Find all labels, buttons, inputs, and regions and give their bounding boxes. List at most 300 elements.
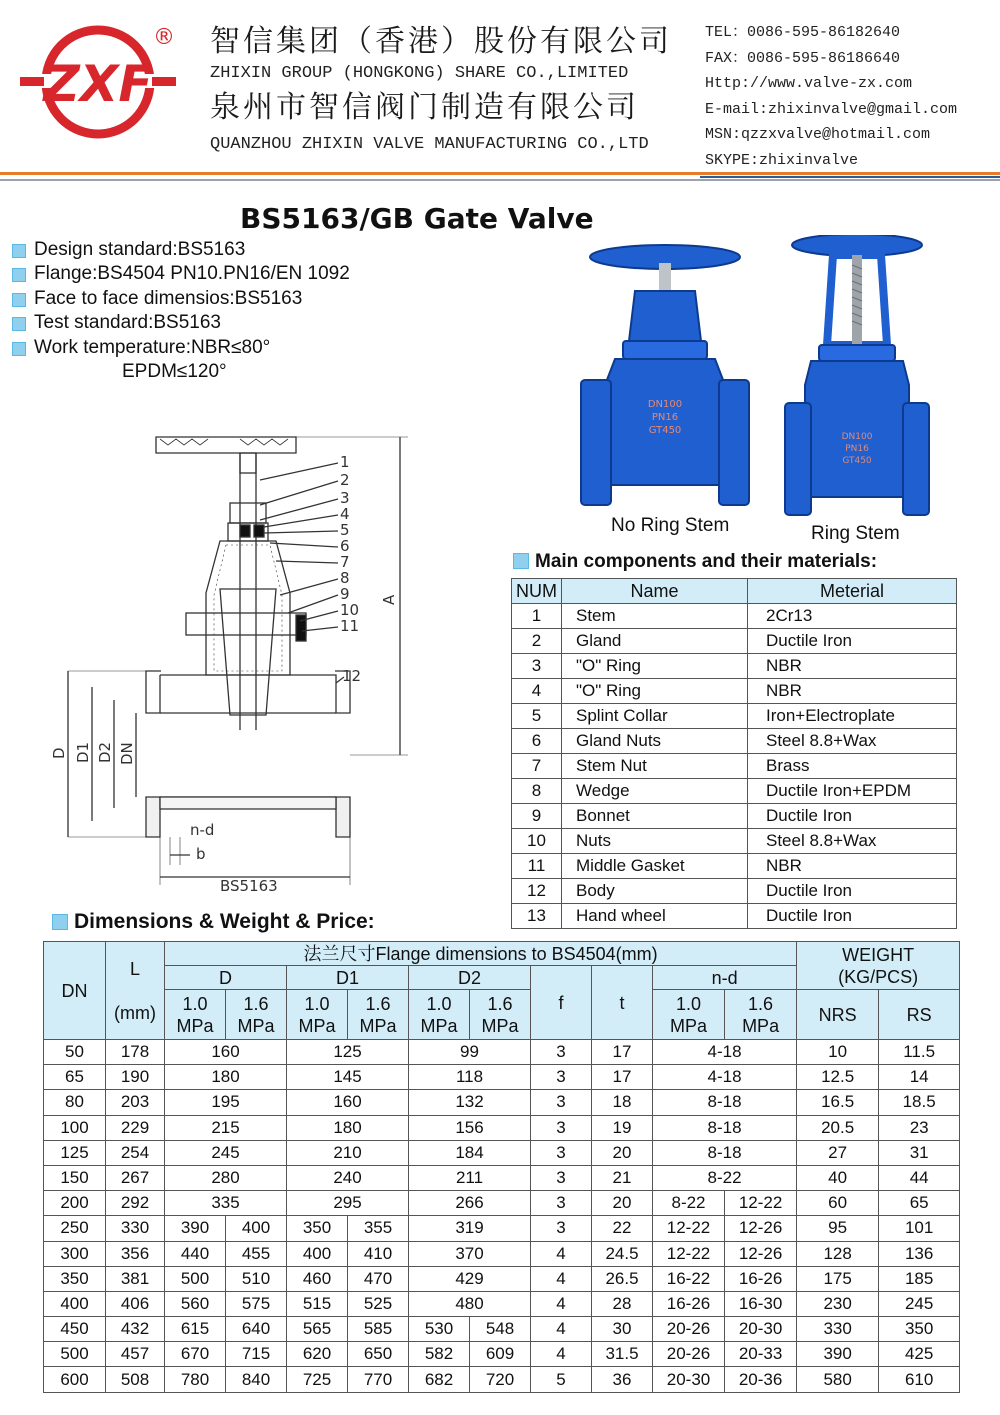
cell-nd-pn16: 20-30 bbox=[725, 1317, 797, 1342]
component-name: Gland Nuts bbox=[562, 729, 748, 754]
dim-label-b: b bbox=[196, 845, 206, 863]
header-divider-blue bbox=[700, 176, 1000, 178]
cell-f: 3 bbox=[531, 1115, 592, 1140]
nrs-casting-mark-1: DN100 bbox=[647, 399, 683, 410]
cell-f: 3 bbox=[531, 1065, 592, 1090]
cell-f: 3 bbox=[531, 1040, 592, 1065]
cell-d1-pn10: 460 bbox=[287, 1266, 348, 1291]
cell-weight-rs: 185 bbox=[879, 1266, 960, 1291]
spec-list bbox=[12, 238, 532, 384]
cell-dn: 65 bbox=[44, 1065, 106, 1090]
cell-d1-pn10: 565 bbox=[287, 1317, 348, 1342]
component-row bbox=[512, 654, 957, 679]
part-number-2: 2 bbox=[340, 471, 350, 489]
cell-l: 432 bbox=[106, 1317, 165, 1342]
cell-d-pn10: 615 bbox=[165, 1317, 226, 1342]
component-name: Hand wheel bbox=[562, 904, 748, 929]
company-name-cn: 泉州市智信阀门制造有限公司 bbox=[210, 90, 639, 125]
cell-nd-pn10: 16-26 bbox=[653, 1291, 725, 1316]
part-number-5: 5 bbox=[340, 521, 350, 539]
cell-d2-pn10: 211 bbox=[409, 1165, 531, 1190]
cell-d1-pn16: 770 bbox=[348, 1367, 409, 1392]
cell-d1-pn10: 515 bbox=[287, 1291, 348, 1316]
cell-weight-rs: 23 bbox=[879, 1115, 960, 1140]
cell-l: 406 bbox=[106, 1291, 165, 1316]
cell-d1-pn16: 355 bbox=[348, 1216, 409, 1241]
cell-weight-nrs: 27 bbox=[797, 1140, 879, 1165]
cell-weight-nrs: 20.5 bbox=[797, 1115, 879, 1140]
cell-f: 4 bbox=[531, 1317, 592, 1342]
cell-d-pn10: 560 bbox=[165, 1291, 226, 1316]
col-header-pressure: 1.6 MPa bbox=[348, 990, 409, 1040]
col-header-d: D bbox=[165, 966, 287, 990]
cell-dn: 100 bbox=[44, 1115, 106, 1140]
cell-d2-pn16: 720 bbox=[470, 1367, 531, 1392]
component-row bbox=[512, 604, 957, 629]
component-material: Ductile Iron bbox=[748, 904, 957, 929]
cell-nd-pn10: 8-22 bbox=[653, 1191, 725, 1216]
cell-nd-pn10: 8-18 bbox=[653, 1140, 797, 1165]
cell-weight-nrs: 40 bbox=[797, 1165, 879, 1190]
col-header-nrs: NRS bbox=[797, 990, 879, 1040]
cell-l: 203 bbox=[106, 1090, 165, 1115]
cell-d1-pn10: 295 bbox=[287, 1191, 409, 1216]
cell-d2-pn10: 682 bbox=[409, 1367, 470, 1392]
cell-weight-rs: 31 bbox=[879, 1140, 960, 1165]
cell-nd-pn10: 8-22 bbox=[653, 1165, 797, 1190]
bullet-icon bbox=[12, 244, 26, 258]
cell-d-pn10: 215 bbox=[165, 1115, 287, 1140]
dimension-row bbox=[44, 1040, 960, 1065]
cell-t: 30 bbox=[592, 1317, 653, 1342]
cell-d1-pn10: 145 bbox=[287, 1065, 409, 1090]
cell-d1-pn10: 350 bbox=[287, 1216, 348, 1241]
col-header-nd: n-d bbox=[653, 966, 797, 990]
component-row bbox=[512, 729, 957, 754]
cell-weight-rs: 136 bbox=[879, 1241, 960, 1266]
component-material: 2Cr13 bbox=[748, 604, 957, 629]
company-logo bbox=[18, 22, 178, 142]
cell-dn: 600 bbox=[44, 1367, 106, 1392]
component-row bbox=[512, 804, 957, 829]
component-name: Middle Gasket bbox=[562, 854, 748, 879]
header-divider-gray bbox=[0, 179, 1000, 181]
component-num: 3 bbox=[512, 654, 562, 679]
part-number-6: 6 bbox=[340, 537, 350, 555]
component-num: 2 bbox=[512, 629, 562, 654]
cell-weight-rs: 245 bbox=[879, 1291, 960, 1316]
cell-l: 508 bbox=[106, 1367, 165, 1392]
cell-weight-nrs: 95 bbox=[797, 1216, 879, 1241]
cell-f: 4 bbox=[531, 1241, 592, 1266]
company-name-en: QUANZHOU ZHIXIN VALVE MANUFACTURING CO.,LTD bbox=[210, 135, 649, 154]
bullet-icon bbox=[12, 268, 26, 282]
cell-l: 292 bbox=[106, 1191, 165, 1216]
cell-f: 3 bbox=[531, 1140, 592, 1165]
cell-d-pn16: 715 bbox=[226, 1342, 287, 1367]
cell-weight-rs: 18.5 bbox=[879, 1090, 960, 1115]
cell-d2-pn16: 609 bbox=[470, 1342, 531, 1367]
cell-t: 20 bbox=[592, 1191, 653, 1216]
cell-weight-rs: 610 bbox=[879, 1367, 960, 1392]
cell-d-pn10: 160 bbox=[165, 1040, 287, 1065]
col-header-pressure: 1.0 MPa bbox=[287, 990, 348, 1040]
cell-nd-pn10: 4-18 bbox=[653, 1065, 797, 1090]
component-row bbox=[512, 704, 957, 729]
col-header-l: L (mm) bbox=[106, 942, 165, 1040]
cell-t: 28 bbox=[592, 1291, 653, 1316]
components-heading: Main components and their materials: bbox=[513, 551, 877, 573]
col-header-t: t bbox=[592, 966, 653, 1040]
dimension-row bbox=[44, 1266, 960, 1291]
spec-item: Design standard:BS5163 bbox=[12, 238, 532, 262]
dimension-row bbox=[44, 1115, 960, 1140]
cell-d-pn16: 400 bbox=[226, 1216, 287, 1241]
cell-dn: 80 bbox=[44, 1090, 106, 1115]
component-num: 10 bbox=[512, 829, 562, 854]
cell-weight-nrs: 580 bbox=[797, 1367, 879, 1392]
col-header-pressure: 1.0 MPa bbox=[165, 990, 226, 1040]
cell-l: 178 bbox=[106, 1040, 165, 1065]
cell-f: 3 bbox=[531, 1191, 592, 1216]
dim-label-d: D bbox=[50, 747, 68, 759]
component-row bbox=[512, 829, 957, 854]
cell-d2-pn10: 582 bbox=[409, 1342, 470, 1367]
cell-d2-pn10: 184 bbox=[409, 1140, 531, 1165]
rs-casting-mark-1: DN100 bbox=[841, 432, 873, 442]
cell-dn: 500 bbox=[44, 1342, 106, 1367]
component-num: 4 bbox=[512, 679, 562, 704]
cell-t: 17 bbox=[592, 1065, 653, 1090]
cell-f: 3 bbox=[531, 1216, 592, 1241]
dim-label-d2: D2 bbox=[96, 741, 114, 763]
cell-dn: 400 bbox=[44, 1291, 106, 1316]
rs-valve-image bbox=[785, 235, 929, 515]
component-name: Wedge bbox=[562, 779, 748, 804]
component-name: Nuts bbox=[562, 829, 748, 854]
dimension-row bbox=[44, 1140, 960, 1165]
cell-nd-pn16: 12-22 bbox=[725, 1191, 797, 1216]
cell-weight-rs: 101 bbox=[879, 1216, 960, 1241]
component-material: Ductile Iron bbox=[748, 629, 957, 654]
cell-t: 22 bbox=[592, 1216, 653, 1241]
cell-weight-rs: 425 bbox=[879, 1342, 960, 1367]
col-header-pressure: 1.0 MPa bbox=[653, 990, 725, 1040]
component-name: "O" Ring bbox=[562, 654, 748, 679]
component-num: 11 bbox=[512, 854, 562, 879]
component-material: Brass bbox=[748, 754, 957, 779]
component-name: Stem Nut bbox=[562, 754, 748, 779]
part-number-10: 10 bbox=[340, 601, 360, 619]
component-row bbox=[512, 679, 957, 704]
drawing-standard-label: BS5163 bbox=[220, 877, 278, 895]
cell-dn: 300 bbox=[44, 1241, 106, 1266]
component-num: 9 bbox=[512, 804, 562, 829]
component-name: "O" Ring bbox=[562, 679, 748, 704]
cell-d1-pn10: 240 bbox=[287, 1165, 409, 1190]
bullet-icon bbox=[12, 293, 26, 307]
bullet-icon bbox=[12, 317, 26, 331]
part-number-4: 4 bbox=[340, 505, 350, 523]
cell-d2-pn10: 319 bbox=[409, 1216, 531, 1241]
dim-label-nd: n-d bbox=[190, 821, 215, 839]
component-name: Stem bbox=[562, 604, 748, 629]
cell-nd-pn10: 20-30 bbox=[653, 1367, 725, 1392]
cell-d1-pn10: 125 bbox=[287, 1040, 409, 1065]
col-header-pressure: 1.0 MPa bbox=[409, 990, 470, 1040]
cell-l: 190 bbox=[106, 1065, 165, 1090]
cell-l: 457 bbox=[106, 1342, 165, 1367]
cell-weight-nrs: 16.5 bbox=[797, 1090, 879, 1115]
cell-d-pn10: 195 bbox=[165, 1090, 287, 1115]
logo-text: ZXF bbox=[43, 55, 153, 113]
col-header-name: Name bbox=[562, 579, 748, 604]
components-table bbox=[511, 578, 957, 929]
contact-skype: SKYPE:zhixinvalve bbox=[705, 151, 859, 169]
cell-nd-pn10: 16-22 bbox=[653, 1266, 725, 1291]
valve-cross-section-diagram bbox=[50, 425, 430, 900]
valve-illustrations bbox=[575, 235, 935, 550]
component-name: Splint Collar bbox=[562, 704, 748, 729]
cell-l: 356 bbox=[106, 1241, 165, 1266]
cell-d2-pn10: 370 bbox=[409, 1241, 531, 1266]
cell-nd-pn10: 4-18 bbox=[653, 1040, 797, 1065]
cell-d-pn10: 280 bbox=[165, 1165, 287, 1190]
cell-d-pn16: 455 bbox=[226, 1241, 287, 1266]
contact-fax: FAX：0086-595-86186640 bbox=[705, 49, 901, 67]
cell-weight-rs: 65 bbox=[879, 1191, 960, 1216]
component-material: Ductile Iron bbox=[748, 804, 957, 829]
cell-weight-nrs: 12.5 bbox=[797, 1065, 879, 1090]
cell-f: 3 bbox=[531, 1165, 592, 1190]
component-num: 7 bbox=[512, 754, 562, 779]
contact-email[interactable]: E-mail:zhixinvalve@gmail.com bbox=[705, 100, 958, 118]
cell-d1-pn10: 180 bbox=[287, 1115, 409, 1140]
cell-dn: 50 bbox=[44, 1040, 106, 1065]
dim-header-row-1 bbox=[44, 942, 960, 966]
component-row bbox=[512, 854, 957, 879]
part-number-11: 11 bbox=[340, 617, 360, 635]
cell-d-pn10: 780 bbox=[165, 1367, 226, 1392]
part-number-1: 1 bbox=[340, 453, 350, 471]
dimension-row bbox=[44, 1065, 960, 1090]
cell-weight-rs: 44 bbox=[879, 1165, 960, 1190]
contact-website[interactable]: Http://www.valve-zx.com bbox=[705, 75, 913, 93]
cell-l: 229 bbox=[106, 1115, 165, 1140]
cell-nd-pn16: 16-30 bbox=[725, 1291, 797, 1316]
cell-weight-rs: 350 bbox=[879, 1317, 960, 1342]
cell-nd-pn10: 8-18 bbox=[653, 1115, 797, 1140]
col-header-d1: D1 bbox=[287, 966, 409, 990]
cell-nd-pn10: 12-22 bbox=[653, 1216, 725, 1241]
cell-t: 31.5 bbox=[592, 1342, 653, 1367]
valve-photos bbox=[575, 235, 935, 550]
contact-msn: MSN:qzzxvalve@hotmail.com bbox=[705, 126, 931, 144]
contact-info bbox=[705, 20, 1000, 174]
cell-dn: 250 bbox=[44, 1216, 106, 1241]
cell-d2-pn10: 132 bbox=[409, 1090, 531, 1115]
nrs-caption: No Ring Stem bbox=[611, 515, 730, 536]
cell-weight-nrs: 175 bbox=[797, 1266, 879, 1291]
cell-nd-pn16: 12-26 bbox=[725, 1241, 797, 1266]
col-header-pressure: 1.6 MPa bbox=[470, 990, 531, 1040]
cell-d2-pn10: 429 bbox=[409, 1266, 531, 1291]
cell-f: 5 bbox=[531, 1367, 592, 1392]
component-material: Steel 8.8+Wax bbox=[748, 829, 957, 854]
cell-d-pn10: 500 bbox=[165, 1266, 226, 1291]
section-bullet-icon bbox=[52, 914, 68, 930]
cell-d1-pn16: 470 bbox=[348, 1266, 409, 1291]
component-num: 1 bbox=[512, 604, 562, 629]
col-header-material: Meterial bbox=[748, 579, 957, 604]
cell-l: 267 bbox=[106, 1165, 165, 1190]
component-row bbox=[512, 779, 957, 804]
cell-nd-pn16: 20-36 bbox=[725, 1367, 797, 1392]
col-header-pressure: 1.6 MPa bbox=[226, 990, 287, 1040]
cell-t: 36 bbox=[592, 1367, 653, 1392]
cell-t: 17 bbox=[592, 1040, 653, 1065]
col-header-dn: DN bbox=[44, 942, 106, 1040]
cell-weight-rs: 11.5 bbox=[879, 1040, 960, 1065]
page-header bbox=[0, 0, 1000, 190]
part-number-7: 7 bbox=[340, 553, 350, 571]
cell-weight-nrs: 128 bbox=[797, 1241, 879, 1266]
dim-label-dn: DN bbox=[118, 742, 136, 765]
component-num: 12 bbox=[512, 879, 562, 904]
cell-weight-nrs: 390 bbox=[797, 1342, 879, 1367]
cell-f: 4 bbox=[531, 1266, 592, 1291]
component-row bbox=[512, 629, 957, 654]
header-divider-orange bbox=[0, 172, 1000, 175]
company-names bbox=[210, 22, 680, 158]
cell-nd-pn10: 12-22 bbox=[653, 1241, 725, 1266]
cell-weight-nrs: 10 bbox=[797, 1040, 879, 1065]
component-row bbox=[512, 754, 957, 779]
component-material: NBR bbox=[748, 854, 957, 879]
cell-l: 254 bbox=[106, 1140, 165, 1165]
cell-d2-pn16: 548 bbox=[470, 1317, 531, 1342]
cell-f: 4 bbox=[531, 1291, 592, 1316]
col-header-num: NUM bbox=[512, 579, 562, 604]
cell-d-pn10: 670 bbox=[165, 1342, 226, 1367]
components-header-row bbox=[512, 579, 957, 604]
col-header-pressure: 1.6 MPa bbox=[725, 990, 797, 1040]
cell-d1-pn10: 210 bbox=[287, 1140, 409, 1165]
cell-d2-pn10: 99 bbox=[409, 1040, 531, 1065]
component-material: NBR bbox=[748, 654, 957, 679]
rs-caption: Ring Stem bbox=[811, 523, 900, 544]
cell-d1-pn16: 525 bbox=[348, 1291, 409, 1316]
group-name-cn: 智信集团（香港）股份有限公司 bbox=[210, 24, 672, 59]
dimension-row bbox=[44, 1191, 960, 1216]
group-name-en: ZHIXIN GROUP (HONGKONG) SHARE CO.,LIMITED bbox=[210, 64, 629, 83]
cell-d1-pn16: 585 bbox=[348, 1317, 409, 1342]
cell-d-pn10: 335 bbox=[165, 1191, 287, 1216]
col-header-weight: WEIGHT (KG/PCS) bbox=[797, 942, 960, 990]
cell-t: 20 bbox=[592, 1140, 653, 1165]
nrs-casting-mark-2: PN16 bbox=[651, 412, 679, 423]
cell-nd-pn16: 20-33 bbox=[725, 1342, 797, 1367]
cell-nd-pn10: 20-26 bbox=[653, 1342, 725, 1367]
cell-l: 330 bbox=[106, 1216, 165, 1241]
cell-d-pn16: 840 bbox=[226, 1367, 287, 1392]
cell-weight-rs: 14 bbox=[879, 1065, 960, 1090]
part-number-8: 8 bbox=[340, 569, 350, 587]
cell-d2-pn10: 156 bbox=[409, 1115, 531, 1140]
component-num: 8 bbox=[512, 779, 562, 804]
dimensions-table bbox=[43, 941, 960, 1393]
cell-d2-pn10: 530 bbox=[409, 1317, 470, 1342]
rs-casting-mark-2: PN16 bbox=[845, 444, 869, 454]
dimension-row bbox=[44, 1367, 960, 1392]
spec-item: Face to face dimensios:BS5163 bbox=[12, 287, 532, 311]
cell-d1-pn10: 400 bbox=[287, 1241, 348, 1266]
dimension-row bbox=[44, 1241, 960, 1266]
cell-d-pn10: 440 bbox=[165, 1241, 226, 1266]
part-number-3: 3 bbox=[340, 489, 350, 507]
col-header-f: f bbox=[531, 966, 592, 1040]
section-bullet-icon bbox=[513, 553, 529, 569]
component-num: 13 bbox=[512, 904, 562, 929]
cell-d-pn10: 390 bbox=[165, 1216, 226, 1241]
col-header-flange: 法兰尺寸Flange dimensions to BS4504(mm) bbox=[165, 942, 797, 966]
dim-header-row-3 bbox=[44, 990, 960, 1040]
cell-f: 4 bbox=[531, 1342, 592, 1367]
page-title: BS5163/GB Gate Valve bbox=[240, 202, 594, 235]
cell-t: 18 bbox=[592, 1090, 653, 1115]
cell-d-pn16: 640 bbox=[226, 1317, 287, 1342]
component-row bbox=[512, 879, 957, 904]
nrs-valve-image bbox=[581, 245, 749, 505]
cell-d1-pn16: 650 bbox=[348, 1342, 409, 1367]
cell-d-pn10: 180 bbox=[165, 1065, 287, 1090]
component-material: NBR bbox=[748, 679, 957, 704]
spec-item: Test standard:BS5163 bbox=[12, 311, 532, 335]
cell-nd-pn10: 20-26 bbox=[653, 1317, 725, 1342]
component-material: Iron+Electroplate bbox=[748, 704, 957, 729]
cell-d2-pn10: 266 bbox=[409, 1191, 531, 1216]
cell-t: 26.5 bbox=[592, 1266, 653, 1291]
dim-label-d1: D1 bbox=[74, 741, 92, 763]
cell-nd-pn16: 16-26 bbox=[725, 1266, 797, 1291]
registered-mark: ® bbox=[153, 25, 175, 50]
dim-label-a: A bbox=[380, 594, 398, 605]
component-name: Bonnet bbox=[562, 804, 748, 829]
spec-item: Work temperature:NBR≤80° bbox=[12, 336, 532, 360]
cell-t: 24.5 bbox=[592, 1241, 653, 1266]
bullet-icon bbox=[12, 342, 26, 356]
cell-d-pn10: 245 bbox=[165, 1140, 287, 1165]
cell-t: 19 bbox=[592, 1115, 653, 1140]
component-num: 6 bbox=[512, 729, 562, 754]
dimension-row bbox=[44, 1317, 960, 1342]
cell-d2-pn10: 480 bbox=[409, 1291, 531, 1316]
spec-item: Flange:BS4504 PN10.PN16/EN 1092 bbox=[12, 262, 532, 286]
rs-casting-mark-3: GT450 bbox=[842, 456, 872, 466]
cell-nd-pn16: 12-26 bbox=[725, 1216, 797, 1241]
cell-nd-pn10: 8-18 bbox=[653, 1090, 797, 1115]
dimension-row bbox=[44, 1216, 960, 1241]
cell-weight-nrs: 60 bbox=[797, 1191, 879, 1216]
dimensions-heading: Dimensions & Weight & Price: bbox=[52, 910, 375, 934]
dimension-row bbox=[44, 1291, 960, 1316]
cell-d1-pn10: 620 bbox=[287, 1342, 348, 1367]
dimension-row bbox=[44, 1165, 960, 1190]
component-material: Ductile Iron+EPDM bbox=[748, 779, 957, 804]
part-number-12: 12 bbox=[342, 667, 362, 685]
component-material: Ductile Iron bbox=[748, 879, 957, 904]
cell-t: 21 bbox=[592, 1165, 653, 1190]
